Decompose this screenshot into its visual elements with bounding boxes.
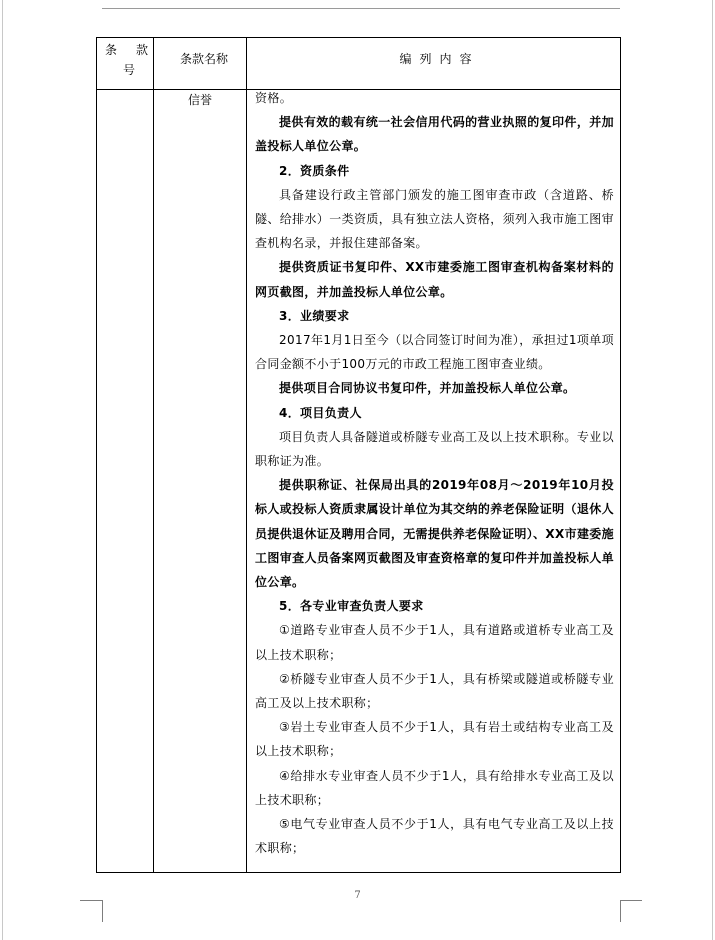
clause-table [96, 37, 621, 873]
header-clause-name: 条款名称 [154, 38, 247, 90]
content-paragraph: 3．业绩要求 [279, 308, 350, 323]
header-content: 编列内容 [247, 38, 621, 90]
content-paragraph: ④给排水专业审查人员不少于1人，具有给排水专业高工及以上技术职称； [255, 768, 614, 807]
content-paragraph: 提供项目合同协议书复印件，并加盖投标人单位公章。 [279, 381, 576, 396]
page-edge-right [712, 0, 713, 940]
header-clause-no-line1: 条款 [105, 43, 168, 57]
content-paragraph: 具备建设行政主管部门颁发的施工图审查市政（含道路、桥隧、给排水）一类资质，具有独立法人资格，须列入我市施工图审查机构名录，并报住建部备案。 [255, 187, 614, 251]
content-paragraph: 资格。 [255, 91, 293, 105]
header-clause-no-line2: 号 [122, 63, 135, 77]
content-paragraphs [255, 86, 614, 861]
crop-mark-bottom-left-v [102, 900, 103, 922]
content-cell [247, 90, 621, 873]
table-header-row [97, 38, 621, 90]
content-paragraph: 2017年1月1日至今（以合同签订时间为准），承担过1项单项合同金额不小于100万元的市政工程施工图审查业绩。 [255, 333, 614, 372]
crop-mark-bottom-right-v [620, 900, 621, 922]
table-row [97, 90, 621, 873]
content-paragraph: ②桥隧专业审查人员不少于1人，具有桥梁或隧道或桥隧专业高工及以上技术职称； [255, 671, 614, 711]
header-rule [102, 8, 620, 9]
clause-no-cell [97, 90, 154, 873]
content-paragraph: ①道路专业审查人员不少于1人，具有道路或道桥专业高工及以上技术职称； [255, 623, 614, 662]
content-paragraph: 提供职称证、社保局出具的2019年08月～2019年10月投标人或投标人资质隶属设计单位为其交纳的养老保险证明（退休人员提供退休证及聘用合同，无需提供养老保险证明）、XX市建委施工图审查人员备案网页截图及审查资格章的复印件并加盖投标人单位公章。 [255, 478, 615, 590]
content-paragraph: 4．项目负责人 [279, 405, 362, 420]
header-clause-no [97, 38, 168, 90]
content-paragraph: 项目负责人具备隧道或桥隧专业高工及以上技术职称。专业以职称证为准。 [255, 429, 614, 469]
content-paragraph: 5．各专业审查负责人要求 [279, 599, 424, 614]
content-paragraph: ③岩土专业审查人员不少于1人，具有岩土或结构专业高工及以上技术职称； [255, 720, 614, 759]
content-paragraph: ⑤电气专业审查人员不少于1人，具有电气专业高工及以上技术职称； [255, 817, 614, 856]
content-paragraph: 提供资质证书复印件、XX市建委施工图审查机构备案材料的网页截图，并加盖投标人单位公章。 [255, 260, 614, 299]
content-paragraph: 2．资质条件 [279, 163, 350, 178]
page-number: 7 [354, 890, 361, 901]
clause-name-cell: 信誉 [154, 90, 247, 873]
content-paragraph: 提供有效的载有统一社会信用代码的营业执照的复印件，并加盖投标人单位公章。 [255, 115, 614, 154]
page-edge-left [2, 0, 3, 940]
